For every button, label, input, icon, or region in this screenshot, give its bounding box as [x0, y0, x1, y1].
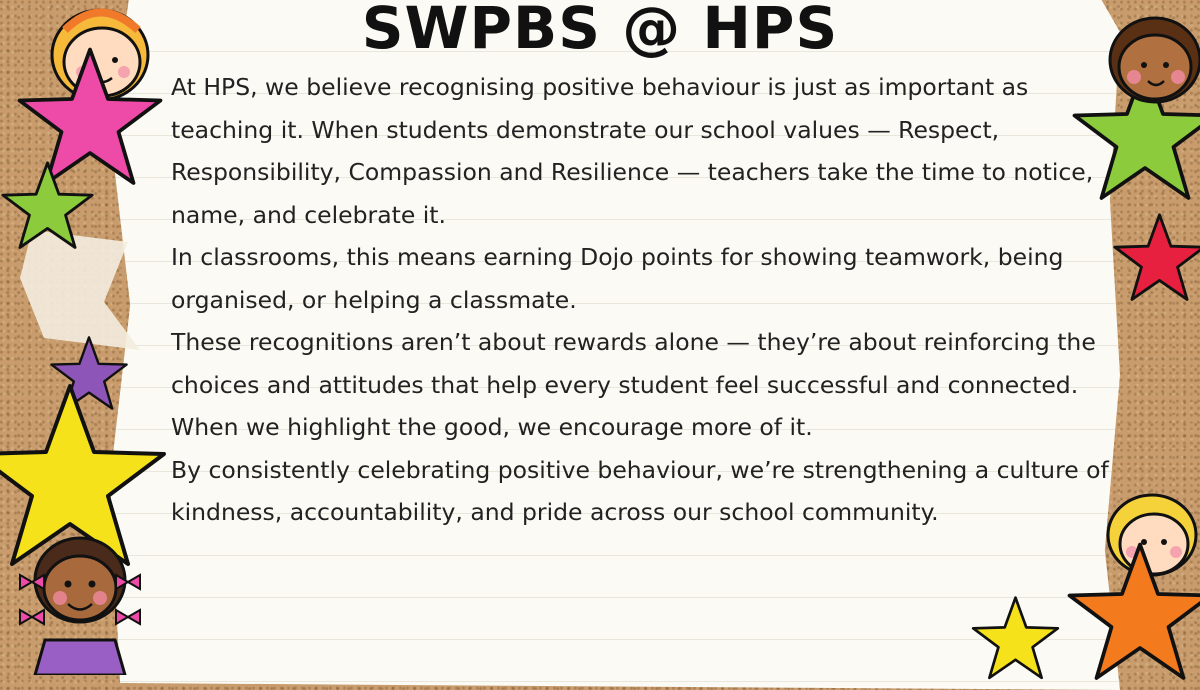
green-star-left-icon — [0, 160, 95, 255]
page-title: SWPBS @ HPS — [0, 0, 1200, 62]
paragraph-recognitions: These recognitions aren’t about rewards alone — they’re about reinforcing the choices and attitudes that help every student feel successful and connected. When we highlight the good, we encourage more of it. — [171, 321, 1116, 449]
paragraph-dojo: In classrooms, this means earning Dojo points for showing teamwork, being organised, or helping a classmate. — [171, 236, 1116, 321]
paragraph-values: At HPS, we believe recognising positive behaviour is just as important as teaching it. When students demonstrate our school values — Respect, Responsibility, Compassion and Resilience — teachers take the time to notice, name, and celebrate it. — [171, 66, 1116, 236]
body-text — [171, 66, 1116, 534]
red-star-icon — [1112, 212, 1200, 307]
orange-star-icon — [1060, 540, 1200, 690]
kid-top-right-illustration — [1100, 5, 1200, 105]
kid-bottom-left-illustration — [10, 520, 150, 675]
yellow-star-right-icon — [968, 595, 1063, 685]
paragraph-culture: By consistently celebrating positive behaviour, we’re strengthening a culture of kindness, accountability, and pride across our school community. — [171, 449, 1116, 534]
